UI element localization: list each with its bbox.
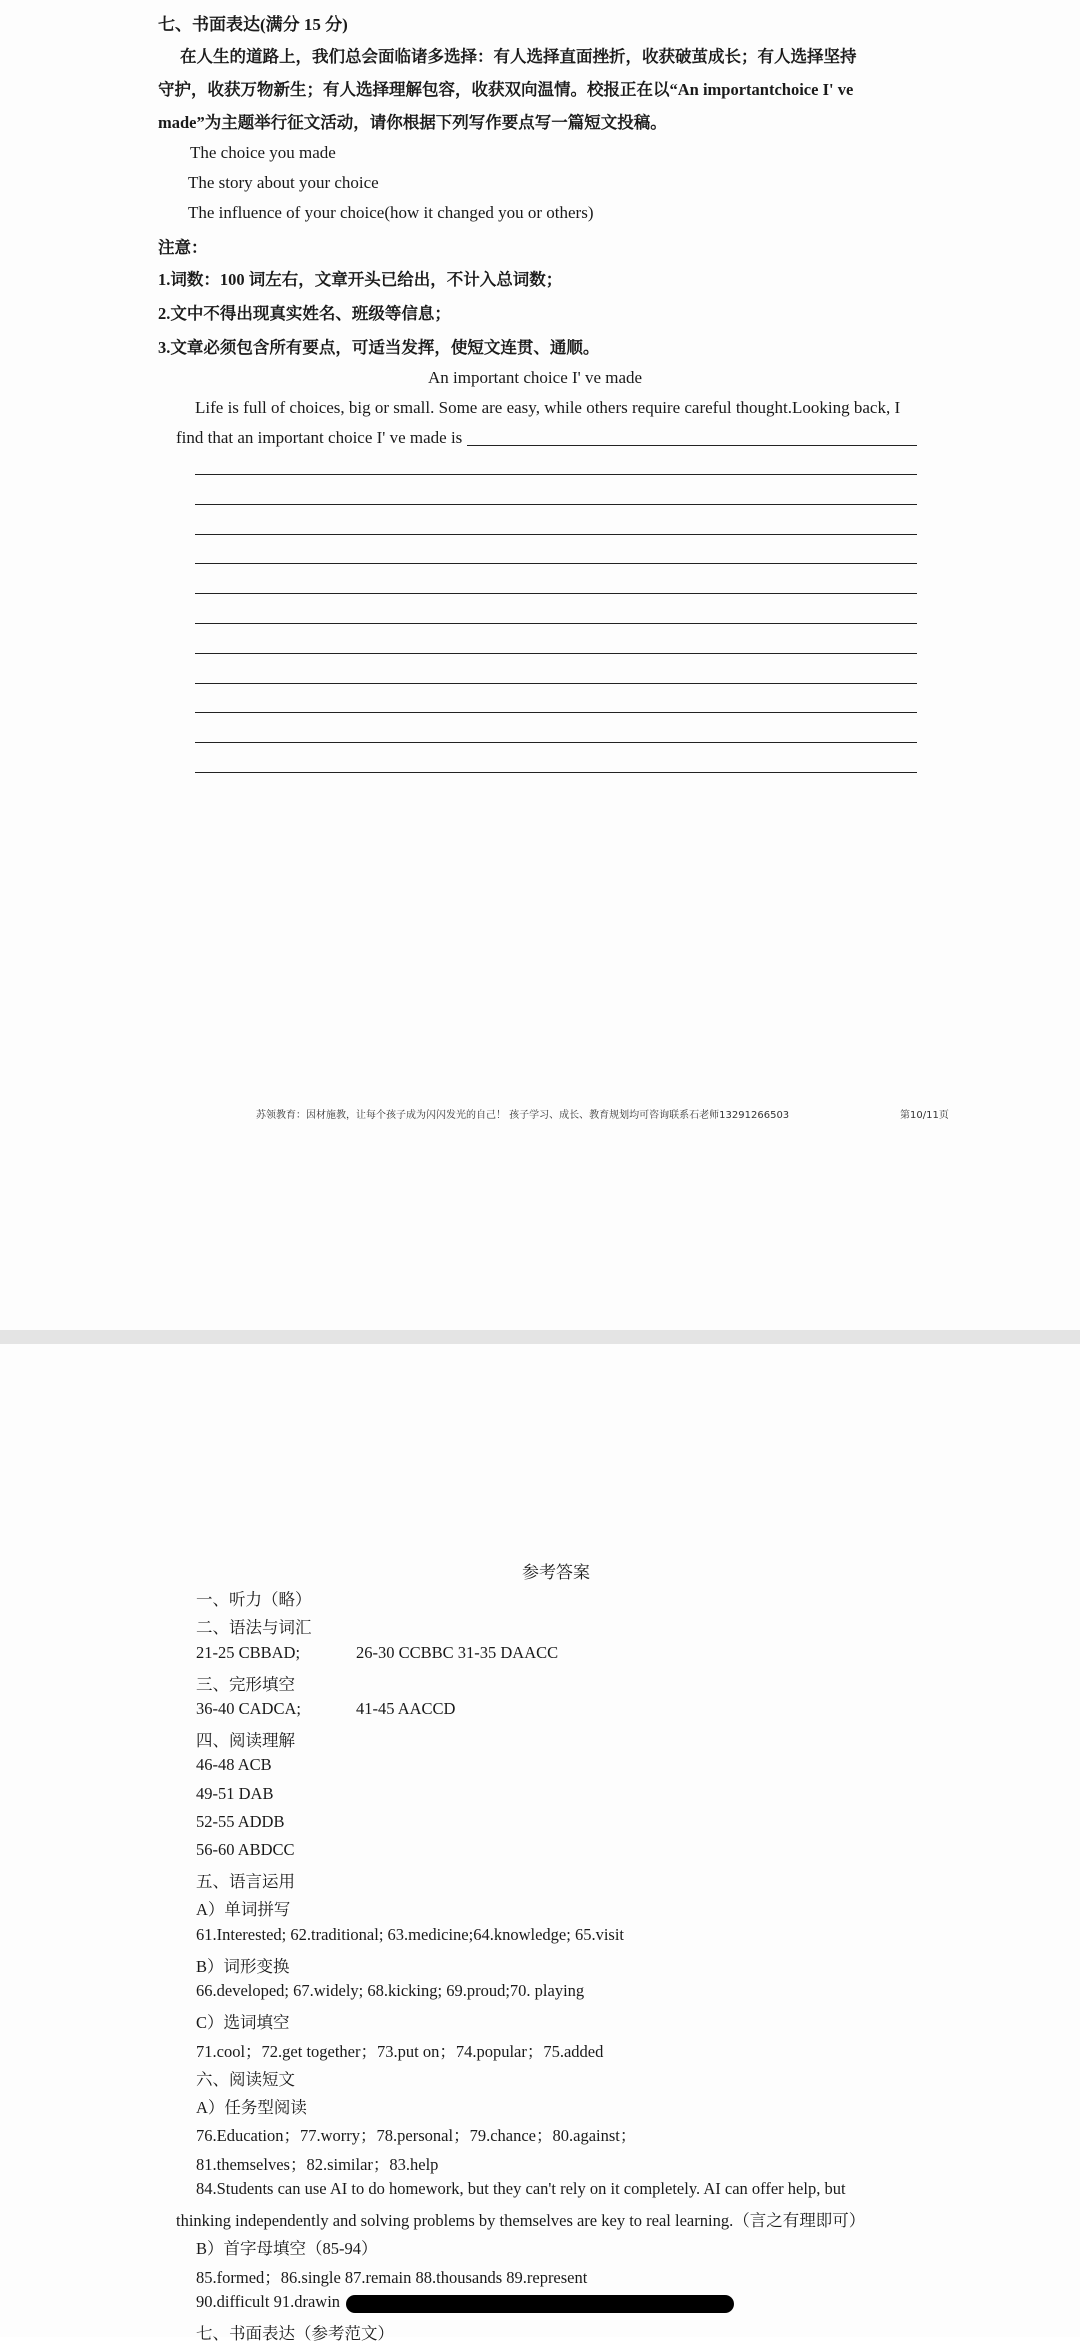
intro-line-2: 守护，收获万物新生；有人选择理解包容，收获双向温情。校报正在以“An importantchoice I' ve xyxy=(158,80,854,99)
writing-line xyxy=(195,653,917,654)
answer-line: 85.formed；86.single 87.remain 88.thousands 89.represent xyxy=(196,2268,588,2287)
answer-line: 52-55 ADDB xyxy=(196,1812,285,1831)
notes-label: 注意： xyxy=(158,238,208,257)
answer-line: 56-60 ABDCC xyxy=(196,1840,295,1859)
writing-line xyxy=(195,683,917,684)
answer-line: 七、书面表达（参考范文） xyxy=(196,2324,394,2343)
essay-start-line-2: find that an important choice I' ve made is xyxy=(176,428,463,447)
point-1: The choice you made xyxy=(190,143,336,162)
answer-line: 90.difficult 91.drawin xyxy=(196,2292,341,2311)
answer-line: B）首字母填空（85-94） xyxy=(196,2239,378,2258)
answer-line: 71.cool；72.get together；73.put on；74.popular；75.added xyxy=(196,2042,604,2061)
answer-key-title: 参考答案 xyxy=(522,1563,590,1582)
section-title: 七、书面表达(满分 15 分) xyxy=(158,15,348,34)
writing-line xyxy=(195,742,917,743)
writing-line xyxy=(195,623,917,624)
answer-line: 61.Interested; 62.traditional; 63.medicine;64.knowledge; 65.visit xyxy=(196,1925,624,1944)
answer-line: A）任务型阅读 xyxy=(196,2098,307,2117)
answer-line: 46-48 ACB xyxy=(196,1755,272,1774)
writing-line xyxy=(195,563,917,564)
answer-line: 84.Students can use AI to do homework, but they can't rely on it completely. AI can offer help, but xyxy=(196,2179,846,2198)
essay-title: An important choice I' ve made xyxy=(428,368,643,387)
answer-line-right: 41-45 AACCD xyxy=(356,1699,456,1718)
answer-line: 三、完形填空 xyxy=(196,1675,295,1694)
answer-line: 49-51 DAB xyxy=(196,1784,274,1803)
answer-line: A）单词拼写 xyxy=(196,1900,291,1919)
answer-line-right: 26-30 CCBBC 31-35 DAACC xyxy=(356,1643,559,1662)
intro-line-1: 在人生的道路上，我们总会面临诸多选择：有人选择直面挫折，收获破茧成长；有人选择坚持 xyxy=(180,47,857,66)
answer-line: thinking independently and solving problems by themselves are key to real learning.（言之有理即可） xyxy=(176,2211,866,2230)
writing-line xyxy=(195,772,917,773)
answer-line: 四、阅读理解 xyxy=(196,1731,295,1750)
answer-line: 六、阅读短文 xyxy=(196,2070,295,2089)
footer-text: 苏领教育：因材施教，让每个孩子成为闪闪发光的自己！ 孩子学习、成长、教育规划均可咨询联系石老师13291266503 xyxy=(256,1110,790,1121)
answer-key-page xyxy=(0,1344,1080,2343)
essay-start-line-1: Life is full of choices, big or small. Some are easy, while others require careful thought.Looking back, I xyxy=(195,398,901,417)
answer-line: 66.developed; 67.widely; 68.kicking; 69.proud;70. playing xyxy=(196,1981,585,2000)
intro-line-3: made”为主题举行征文活动，请你根据下列写作要点写一篇短文投稿。 xyxy=(158,113,667,132)
note-2: 2.文中不得出现真实姓名、班级等信息； xyxy=(158,304,451,323)
answer-line: 81.themselves；82.similar；83.help xyxy=(196,2155,439,2174)
answer-line: 一、听力（略） xyxy=(196,1590,312,1609)
answer-line: B）词形变换 xyxy=(196,1957,290,1976)
writing-line xyxy=(195,534,917,535)
answer-line: 21-25 CBBAD; xyxy=(196,1643,301,1662)
point-2: The story about your choice xyxy=(188,173,379,192)
note-1: 1.词数：100 词左右，文章开头已给出，不计入总词数； xyxy=(158,270,563,289)
point-3: The influence of your choice(how it changed you or others) xyxy=(188,203,594,222)
answer-line: 五、语言运用 xyxy=(196,1872,295,1891)
answer-line: C）选词填空 xyxy=(196,2013,290,2032)
redaction-mark xyxy=(346,2295,734,2313)
writing-line xyxy=(195,504,917,505)
page-separator xyxy=(0,1330,1080,1344)
writing-line xyxy=(195,474,917,475)
answer-blank xyxy=(467,445,917,446)
page-number: 第10/11页 xyxy=(900,1110,949,1121)
note-3: 3.文章必须包含所有要点，可适当发挥，使短文连贯、通顺。 xyxy=(158,338,600,357)
answer-line: 76.Education；77.worry；78.personal；79.chance；80.against； xyxy=(196,2126,637,2145)
writing-line xyxy=(195,712,917,713)
answer-line: 36-40 CADCA; xyxy=(196,1699,301,1718)
answer-line: 二、语法与词汇 xyxy=(196,1618,312,1637)
writing-line xyxy=(195,593,917,594)
